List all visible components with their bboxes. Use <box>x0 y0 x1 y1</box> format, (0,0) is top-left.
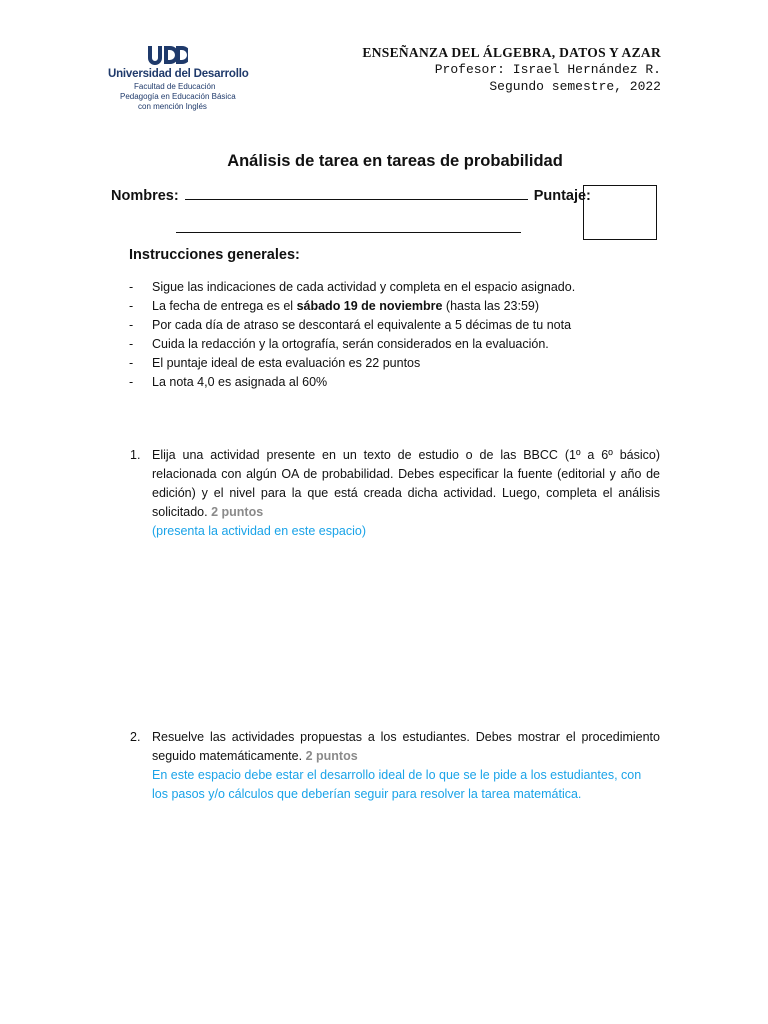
names-row <box>111 186 591 204</box>
names-field-line-2[interactable] <box>176 222 521 233</box>
list-item: - La nota 4,0 es asignada al 60% <box>129 373 649 392</box>
list-item: - El puntaje ideal de esta evaluación es 22 puntos <box>129 354 649 373</box>
list-item: - Cuida la redacción y la ortografía, serán considerados en la evaluación. <box>129 335 649 354</box>
logo-program: Pedagogía en Educación Básica <box>120 92 236 101</box>
question-number: 2. <box>130 730 141 744</box>
due-date-suffix: (hasta las 23:59) <box>442 299 540 313</box>
document-title: Análisis de tarea en tareas de probabilidad <box>227 152 563 170</box>
logo-faculty: Facultad de Educación <box>134 82 216 91</box>
question-hint: En este espacio debe estar el desarrollo ideal de lo que se le pide a los estudiantes, con los pasos y/o cálculos que deberían seguir para resolver la tarea matemática. <box>152 768 642 801</box>
question-text: Resuelve las actividades propuestas a los estudiantes. Debes mostrar el procedimiento seguido matemáticamente. <box>152 730 660 763</box>
course-header <box>362 44 661 95</box>
list-item: - Sigue las indicaciones de cada actividad y completa en el espacio asignado. <box>129 278 649 297</box>
course-title: ENSEÑANZA DEL ÁLGEBRA, DATOS Y AZAR <box>362 45 661 60</box>
names-field[interactable] <box>185 186 528 200</box>
list-item: - Por cada día de atraso se descontará el equivalente a 5 décimas de tu nota <box>129 316 649 335</box>
logo-university-name: Universidad del Desarrollo <box>108 68 249 80</box>
logo-mention: con mención Inglés <box>138 102 207 111</box>
question-points: 2 puntos <box>305 749 358 763</box>
question-1 <box>130 446 660 541</box>
question-number: 1. <box>130 448 141 462</box>
list-item <box>129 297 649 316</box>
instructions-list <box>129 278 649 392</box>
question-hint: (presenta la actividad en este espacio) <box>152 524 367 538</box>
question-2 <box>130 728 660 804</box>
semester: Segundo semestre, 2022 <box>489 79 661 94</box>
score-label: Puntaje: <box>533 188 591 204</box>
udd-logo-icon <box>108 44 188 68</box>
question-text: Elija una actividad presente en un texto de estudio o de las BBCC (1º a 6º básico) relacionada con algún OA de probabilidad. Debes especificar la fuente (editorial y año de edición) y el nivel para la que está creada dicha actividad. Luego, completa el análisis solicitado. <box>152 448 660 519</box>
due-date: sábado 19 de noviembre <box>296 299 443 313</box>
instructions-heading: Instrucciones generales: <box>129 247 300 263</box>
score-box[interactable] <box>583 185 657 240</box>
university-logo <box>108 44 248 116</box>
names-label: Nombres: <box>111 188 179 204</box>
teacher-name: Profesor: Israel Hernández R. <box>434 62 661 77</box>
due-date-prefix: La fecha de entrega es el <box>152 299 297 313</box>
question-points: 2 puntos <box>211 505 264 519</box>
